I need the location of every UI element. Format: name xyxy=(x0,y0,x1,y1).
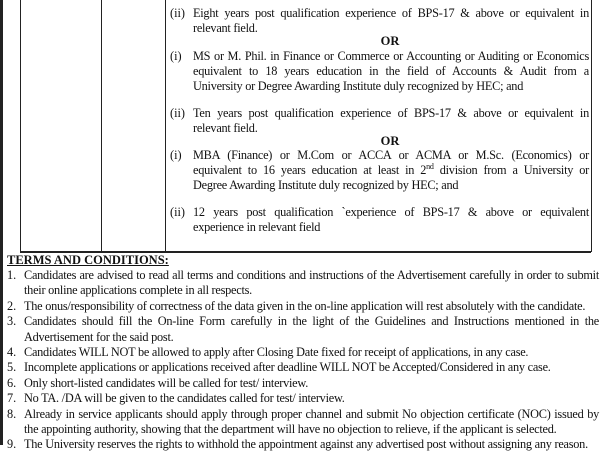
qualification-line: MBA (Finance) or M.Com or ACCA or ACMA or M.Sc. (Economics) or xyxy=(193,148,589,162)
term-line: their online applications complete in all respects. xyxy=(24,283,252,298)
term-line: Candidates WILL NOT be allowed to apply after Closing Date fixed for receipt of applications, in any case. xyxy=(24,345,529,359)
table-column-border xyxy=(591,0,592,252)
qualification-line: Eight years post qualification experience of BPS-17 & above or equivalent in xyxy=(193,6,589,20)
or-separator: OR xyxy=(380,134,400,148)
item-label: (i) xyxy=(170,49,182,63)
qualification-line: 12 years post qualification `experience of BPS-17 & above or equivalent xyxy=(193,205,589,219)
term-line: No TA. /DA will be given to the candidates called for test/ interview. xyxy=(24,391,345,406)
qualification-line: University or Degree Awarding Institute duly recognized by HEC; and xyxy=(193,79,524,93)
qualification-line: MS or M. Phil. in Finance or Commerce or Accounting or Auditing or Economics xyxy=(193,49,589,63)
page-edge xyxy=(0,0,3,445)
term-line: The University reserves the rights to withhold the appointment against any advertised post without assigning any reason. xyxy=(24,437,588,452)
term-number: 5. xyxy=(7,360,17,375)
term-number: 1. xyxy=(7,268,17,282)
term-line: Already in service applicants should apply through proper channel and submit No objection certificate (NOC) issued by xyxy=(24,406,599,421)
term-line: Candidates should fill the On-line Form carefully in the light of the Guidelines and Instructions mentioned in the xyxy=(24,314,599,329)
table-column-border xyxy=(20,0,21,252)
term-number: 6. xyxy=(7,375,17,390)
qualification-line: relevant field. xyxy=(193,121,258,135)
item-label: (ii) xyxy=(170,6,186,20)
table-column-border xyxy=(165,0,166,252)
term-line: The onus/responsibility of correctness of the data given in the on-line application will rest absolutely with the candidate. xyxy=(24,298,586,313)
qualification-line: Ten years post qualification experience of BPS-17 & above or equivalent in xyxy=(193,106,589,120)
qualification-line: equivalent to 16 years education at least in 2nd division from a University or xyxy=(193,161,589,177)
item-label: (ii) xyxy=(170,205,186,219)
term-line: Only short-listed candidates will be called for test/ interview. xyxy=(24,375,309,390)
term-number: 4. xyxy=(7,345,17,359)
item-label: (ii) xyxy=(170,106,186,120)
term-line: the appointing authority, showing that the department will have no objection to relieve, if the applicant is selected. xyxy=(24,422,557,436)
term-line: Advertisement for the said post. xyxy=(24,329,174,344)
qualification-line: equivalent to 18 years education in the field of Accounts & Audit from a xyxy=(193,64,589,78)
term-line: Incomplete applications or applications received after deadline WILL NOT be Accepted/Considered in any case. xyxy=(24,360,551,375)
term-number: 2. xyxy=(7,298,17,313)
item-label: (i) xyxy=(170,148,182,162)
qualification-line: relevant field. xyxy=(193,21,258,35)
term-number: 9. xyxy=(7,437,17,452)
term-line: Candidates are advised to read all terms and conditions and instructions of the Advertisement carefully in order to submit xyxy=(24,268,599,282)
term-number: 8. xyxy=(7,406,17,421)
qualification-line: experience in relevant field xyxy=(193,220,321,234)
table-column-border xyxy=(101,0,102,252)
term-number: 3. xyxy=(7,314,17,329)
or-separator: OR xyxy=(380,34,400,48)
terms-heading: TERMS AND CONDITIONS: xyxy=(7,253,169,267)
qualification-line: Degree Awarding Institute duly recognized by HEC; and xyxy=(193,178,459,192)
term-number: 7. xyxy=(7,391,17,406)
